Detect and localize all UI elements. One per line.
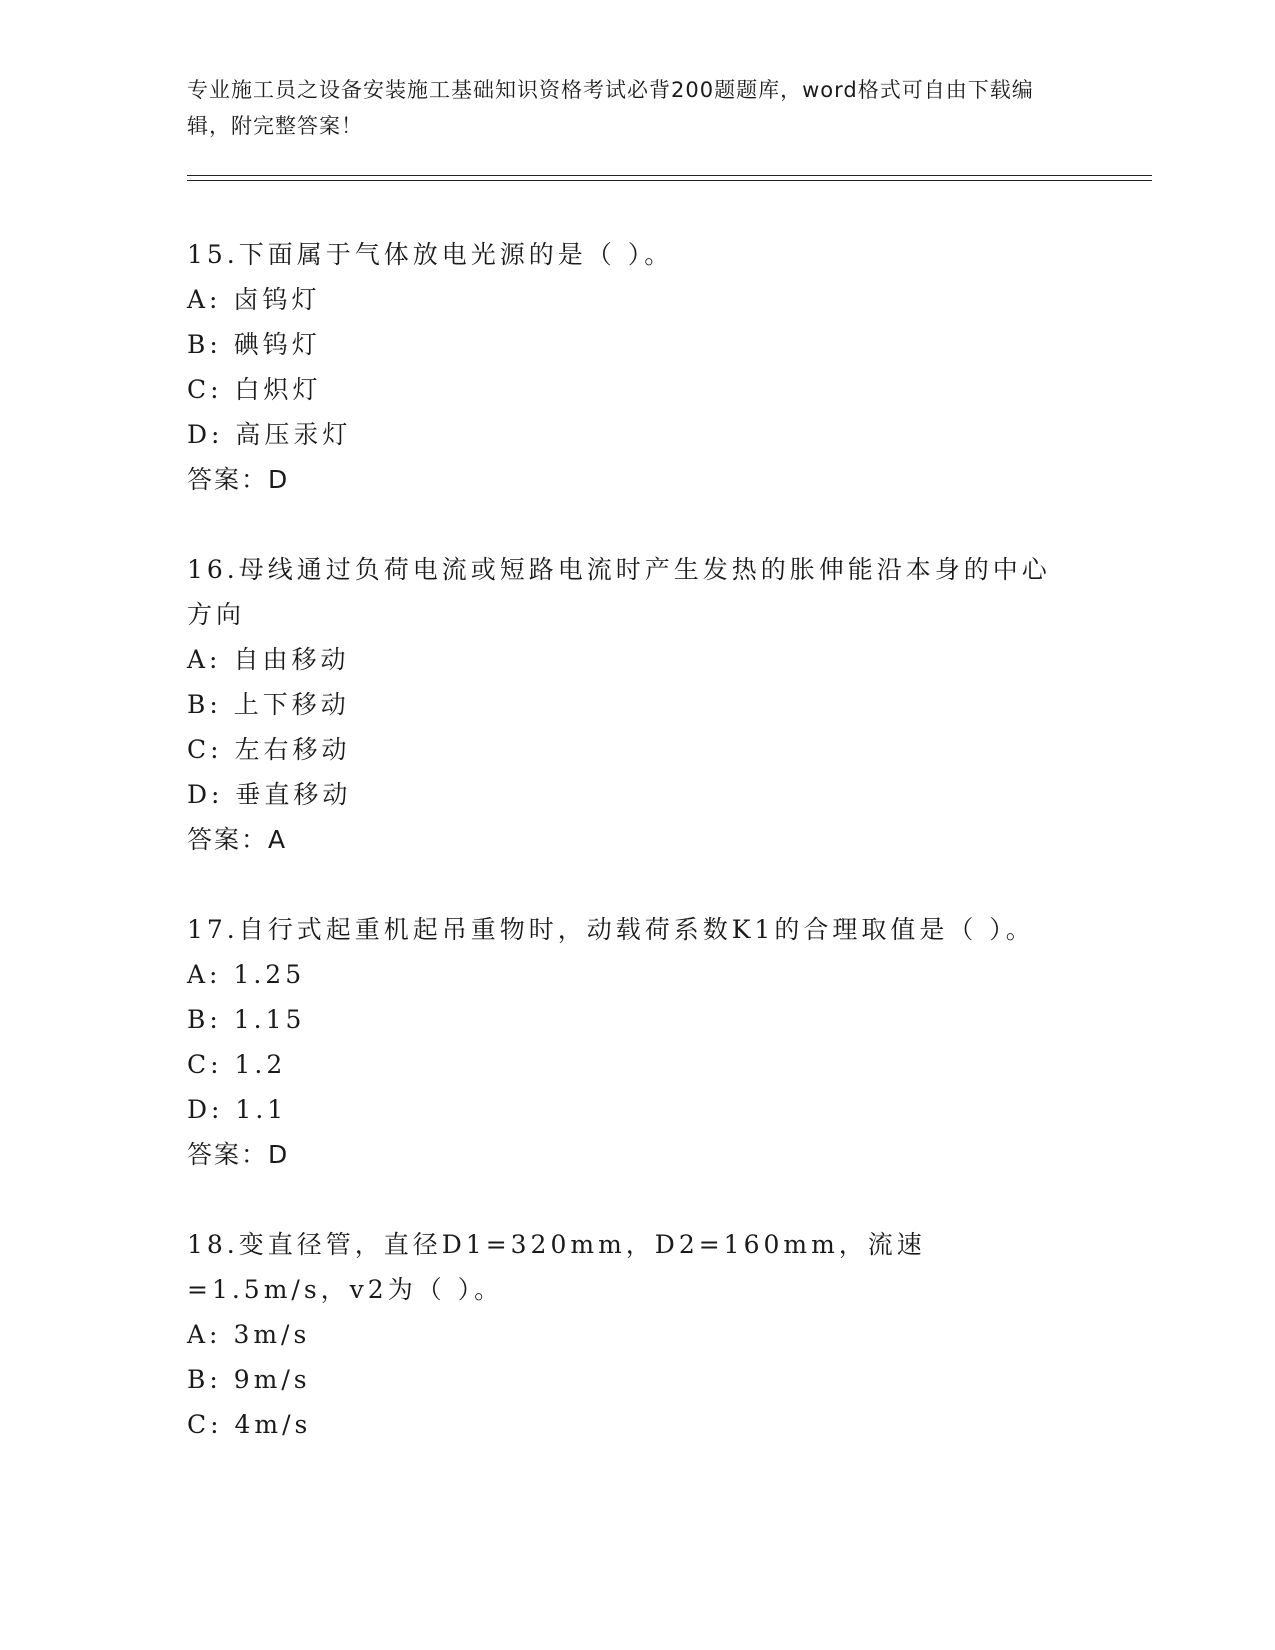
- option-text: 1.1: [235, 1095, 288, 1124]
- option-a: [187, 952, 1067, 997]
- option-label: C:: [187, 735, 223, 764]
- option-label: D:: [187, 1095, 224, 1124]
- option-label: D:: [187, 780, 224, 809]
- option-label: B:: [187, 690, 222, 719]
- document-header: [187, 72, 1067, 144]
- option-label: C:: [187, 375, 223, 404]
- option-text: 碘钨灯: [233, 330, 321, 359]
- option-text: 左右移动: [234, 735, 351, 764]
- question-block: [187, 1222, 1067, 1447]
- option-b: [187, 322, 1067, 367]
- header-divider-bottom: [187, 180, 1152, 181]
- option-label: A:: [187, 1320, 222, 1349]
- option-text: 1.15: [233, 1005, 306, 1034]
- answer-line: 答案：A: [187, 825, 288, 854]
- option-label: C:: [187, 1410, 223, 1439]
- option-c: [187, 1042, 1067, 1087]
- option-c: [187, 727, 1067, 772]
- question-block: [187, 907, 1067, 1177]
- answer-line: 答案：D: [187, 1140, 290, 1169]
- option-d: [187, 772, 1067, 817]
- option-text: 4m/s: [234, 1410, 312, 1439]
- option-text: 自由移动: [233, 645, 350, 674]
- answer-line: 答案：D: [187, 465, 290, 494]
- option-label: A:: [187, 645, 222, 674]
- question-stem: 15.下面属于气体放电光源的是（ ）。: [187, 240, 674, 269]
- option-text: 9m/s: [233, 1365, 311, 1394]
- option-b: [187, 1357, 1067, 1402]
- option-text: 卤钨灯: [233, 285, 321, 314]
- question-block: [187, 232, 1067, 502]
- option-label: B:: [187, 1005, 222, 1034]
- option-text: 垂直移动: [235, 780, 352, 809]
- question-block: [187, 547, 1067, 862]
- question-stem: 17.自行式起重机起吊重物时，动载荷系数K1的合理取值是（ ）。: [187, 915, 1035, 944]
- option-a: [187, 637, 1067, 682]
- header-divider-top: [187, 175, 1152, 176]
- option-label: B:: [187, 1365, 222, 1394]
- option-text: 高压汞灯: [235, 420, 352, 449]
- header-text: 专业施工员之设备安装施工基础知识资格考试必背200题题库，word格式可自由下载编辑，附完整答案！: [187, 78, 1034, 138]
- option-text: 白炽灯: [234, 375, 322, 404]
- option-text: 3m/s: [233, 1320, 311, 1349]
- option-label: A:: [187, 960, 222, 989]
- option-c: [187, 1402, 1067, 1447]
- option-d: [187, 412, 1067, 457]
- option-text: 1.2: [234, 1050, 287, 1079]
- option-text: 1.25: [233, 960, 306, 989]
- question-list: [187, 232, 1067, 1447]
- question-stem: 16.母线通过负荷电流或短路电流时产生发热的胀伸能沿本身的中心方向: [187, 555, 1051, 629]
- option-label: B:: [187, 330, 222, 359]
- option-text: 上下移动: [233, 690, 350, 719]
- option-b: [187, 682, 1067, 727]
- option-label: C:: [187, 1050, 223, 1079]
- option-a: [187, 277, 1067, 322]
- option-label: A:: [187, 285, 222, 314]
- option-d: [187, 1087, 1067, 1132]
- option-c: [187, 367, 1067, 412]
- option-b: [187, 997, 1067, 1042]
- option-a: [187, 1312, 1067, 1357]
- question-stem: 18.变直径管，直径D1=320mm，D2=160mm，流速=1.5m/s，v2为（ ）。: [187, 1230, 926, 1304]
- option-label: D:: [187, 420, 224, 449]
